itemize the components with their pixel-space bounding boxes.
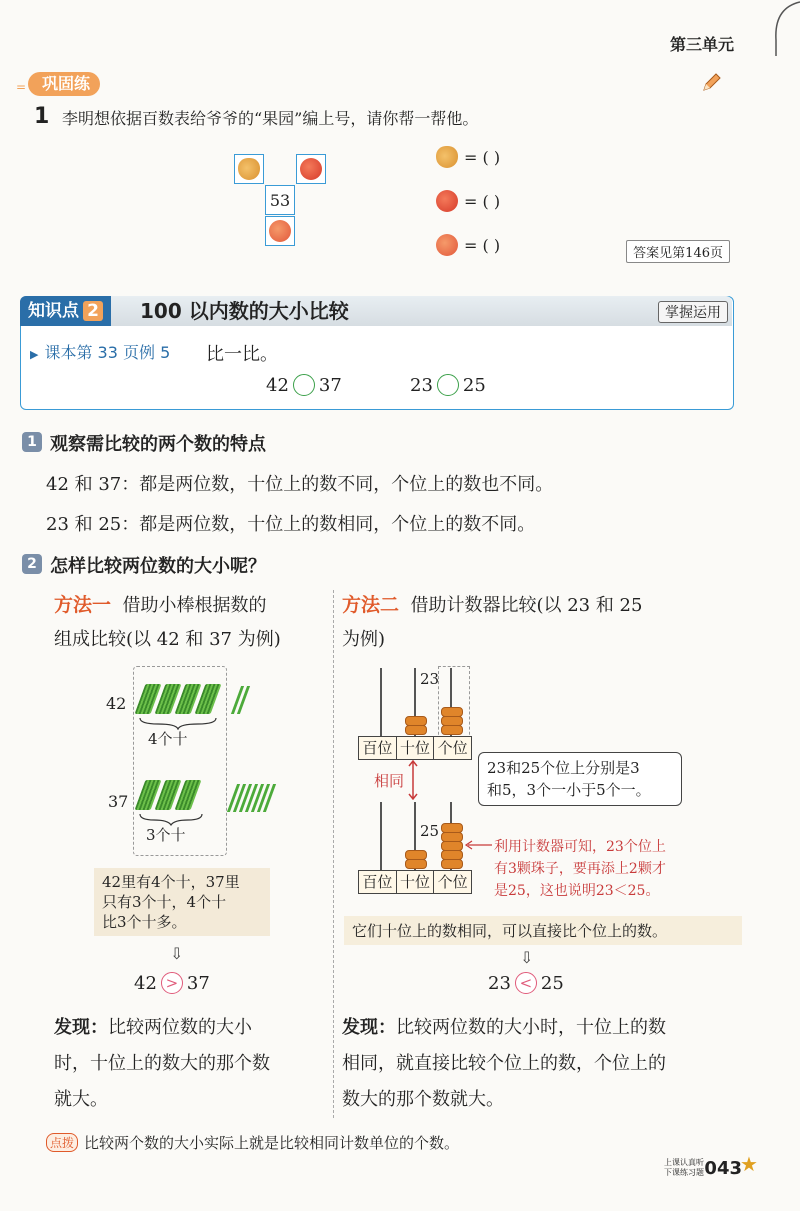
sticks-label-42: 42 (106, 694, 127, 713)
method-1-intro (54, 588, 330, 657)
pointer-arrow-icon (464, 840, 494, 850)
answer-blank: = ( ) (464, 147, 501, 167)
result-right: 25 (540, 972, 564, 994)
compare-left: 42 (266, 374, 289, 396)
question-number: 1 (34, 104, 50, 129)
compare-23-25 (410, 374, 486, 396)
bead (405, 859, 427, 869)
place-tens: 十位 (397, 871, 435, 893)
step-1-title: 观察需比较的两个数的特点 (50, 434, 266, 455)
answer-row-apple[interactable] (436, 190, 500, 212)
method-1-finding (54, 1010, 330, 1118)
unit-title: 第三单元 (669, 35, 734, 54)
finding-text: 数大的那个数就大。 (342, 1089, 504, 1110)
method-2-band: 它们十位上的数相同，可以直接比个位上的数。 (344, 916, 742, 945)
grid-cell-peach (265, 216, 295, 246)
compare-left: 23 (410, 374, 433, 396)
knowledge-header (20, 296, 732, 326)
compare-circle-blank[interactable] (293, 374, 315, 396)
note-line: 只有3个十，4个十 (102, 893, 227, 911)
speech-line: 和5，3个一小于5个一。 (487, 781, 651, 799)
red-note-line: 有3颗珠子，要再添上2颗才 (494, 861, 666, 877)
knowledge-label (20, 296, 111, 326)
note-line: 比3个十多。 (102, 913, 187, 931)
question-text: 李明想依据百数表给爷爷的“果园”编上号，请你帮一帮他。 (62, 109, 479, 128)
answer-row-peach[interactable] (436, 234, 500, 256)
red-note-line: 利用计数器可知，23个位上 (494, 839, 666, 855)
knowledge-title: 100 以内数的大小比较 (140, 299, 349, 323)
peach-icon (269, 220, 291, 242)
single-sticks-42 (236, 686, 248, 718)
abacus-base-25 (358, 870, 472, 894)
finding-label: 发现： (54, 1017, 108, 1038)
pear-icon (436, 146, 458, 168)
abacus-rod (380, 802, 382, 870)
abacus-label-25: 25 (420, 822, 440, 840)
abacus-rod (380, 668, 382, 736)
speech-bubble (478, 752, 682, 806)
method-2-intro (342, 588, 742, 657)
finding-text: 比较两位数的大小 (108, 1017, 252, 1038)
tip-text: 比较两个数的大小实际上就是比较相同计数单位的个数。 (84, 1134, 460, 1152)
finding-text: 相同，就直接比较个位上的数，个位上的 (342, 1053, 666, 1074)
sticks-label-37: 37 (108, 792, 129, 811)
step-1-badge: 1 (22, 432, 42, 452)
tip-row (46, 1132, 459, 1153)
result-left: 42 (134, 972, 157, 994)
compare-circle-blank[interactable] (437, 374, 459, 396)
knowledge-number: 2 (83, 301, 103, 321)
note-line: 42里有4个十，37里 (102, 873, 240, 891)
apple-icon (436, 190, 458, 212)
bead (405, 725, 427, 735)
result-left: 23 (488, 972, 511, 994)
tens-label-37: 3个十 (146, 826, 186, 844)
practice-label: 巩固练 (28, 72, 100, 96)
bundles-42 (140, 684, 216, 714)
example-reference-text: 课本第 33 页例 5 (44, 343, 171, 362)
method-1-label: 方法一 (54, 594, 112, 616)
method-1-result (134, 972, 210, 994)
answer-blank: = ( ) (464, 235, 501, 255)
step-1-line-1: 42 和 37：都是两位数，十位上的数不同，个位上的数也不同。 (46, 474, 554, 495)
slogan-line: 上课认真听 (664, 1158, 704, 1167)
peach-icon (436, 234, 458, 256)
column-divider (333, 590, 334, 1118)
pear-icon (238, 158, 260, 180)
slogan-line: 下课练习题 (664, 1168, 704, 1177)
grid-number: 53 (269, 190, 291, 210)
compare-42-37 (266, 374, 342, 396)
knowledge-tag: 掌握运用 (658, 301, 728, 323)
abacus-base-23 (358, 736, 472, 760)
same-label: 相同 (374, 772, 405, 790)
bundles-37 (140, 780, 196, 810)
red-note-line: 是25，这也说明23＜25。 (494, 883, 660, 899)
page-number: 043 (704, 1158, 742, 1179)
method-2-finding (342, 1010, 742, 1118)
method-1-text-a: 借助小棒根据数的 (122, 595, 267, 616)
tip-badge: 点拨 (46, 1133, 78, 1152)
corner-decoration (744, 0, 800, 56)
knowledge-label-text: 知识点 (28, 301, 79, 321)
pill-dash-icon: = (16, 80, 27, 94)
compare-right: 25 (462, 374, 486, 396)
answer-row-pear[interactable] (436, 146, 500, 168)
arrow-down-icon: ⇩ (170, 944, 184, 963)
result-symbol: > (161, 972, 183, 994)
apple-icon (300, 158, 322, 180)
finding-text: 时，十位上的数大的那个数 (54, 1053, 270, 1074)
method-1-text-b: 组成比较(以 42 和 37 为例) (54, 629, 281, 650)
arrow-down-icon: ⇩ (520, 948, 534, 967)
grid-cell-pear (234, 154, 264, 184)
double-arrow-icon (408, 760, 418, 800)
place-hundreds: 百位 (359, 737, 397, 759)
place-tens: 十位 (397, 737, 435, 759)
result-right: 37 (186, 972, 210, 994)
compare-right: 37 (318, 374, 342, 396)
place-ones: 个位 (437, 873, 468, 891)
place-hundreds: 百位 (359, 871, 397, 893)
star-icon: ★ (740, 1152, 758, 1176)
method-2-label: 方法二 (342, 594, 400, 616)
footer-slogan (664, 1158, 704, 1178)
method-2-text-a: 借助计数器比较(以 23 和 25 (410, 595, 643, 616)
speech-line: 23和25个位上分别是3 (487, 759, 640, 777)
grid-cell-apple (296, 154, 326, 184)
method-1-note (94, 868, 270, 936)
grid-cell-53 (265, 185, 295, 215)
step-2-title: 怎样比较两位数的大小呢？ (50, 556, 266, 577)
step-2-badge: 2 (22, 554, 42, 574)
triangle-right-icon: ▶ (30, 348, 39, 361)
bead (441, 725, 463, 735)
single-sticks-37 (232, 784, 274, 816)
answer-blank: = ( ) (464, 191, 501, 211)
finding-text: 就大。 (54, 1089, 108, 1110)
tens-label-42: 4个十 (148, 730, 188, 748)
method-2-text-b: 为例) (342, 629, 386, 650)
finding-label: 发现： (342, 1017, 396, 1038)
example-title: 比一比。 (206, 344, 278, 365)
abacus-label-23: 23 (420, 670, 440, 688)
result-symbol: < (515, 972, 537, 994)
pencil-icon (700, 72, 722, 94)
red-note (494, 836, 734, 902)
step-1-line-2: 23 和 25：都是两位数，十位上的数相同，个位上的数不同。 (46, 514, 536, 535)
answer-reference: 答案见第146页 (626, 240, 730, 263)
method-2-result (488, 972, 564, 994)
bead (441, 859, 463, 869)
place-ones: 个位 (437, 739, 468, 757)
finding-text: 比较两位数的大小时，十位上的数 (396, 1017, 666, 1038)
example-reference (30, 340, 170, 363)
